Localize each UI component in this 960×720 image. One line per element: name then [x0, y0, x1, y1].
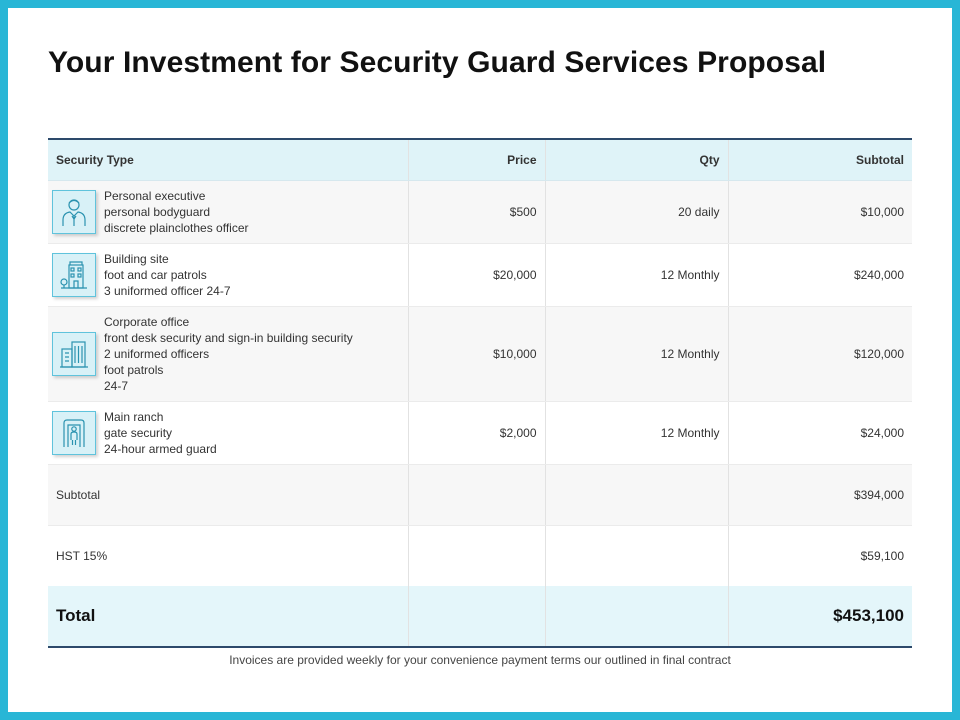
table-row [48, 307, 912, 402]
footnote: Invoices are provided weekly for your convenience payment terms our outlined in final contract [229, 653, 731, 667]
subtotal-cell: $10,000 [728, 181, 912, 244]
type-line: gate security [104, 426, 173, 440]
qty-cell: 12 Monthly [545, 307, 728, 402]
subtotal-row [48, 465, 912, 526]
empty-cell [408, 465, 545, 526]
total-value: $453,100 [728, 586, 912, 647]
empty-cell [408, 586, 545, 647]
qty-cell: 12 Monthly [545, 244, 728, 307]
subtotal-value: $394,000 [728, 465, 912, 526]
empty-cell [408, 526, 545, 587]
security-gate-icon [52, 411, 96, 455]
table-header-row [48, 139, 912, 181]
type-line: Building site [104, 252, 169, 266]
price-cell: $10,000 [408, 307, 545, 402]
type-line: 3 uniformed officer 24-7 [104, 284, 231, 298]
empty-cell [545, 526, 728, 587]
type-line: 24-7 [104, 379, 129, 393]
type-line: personal bodyguard [104, 205, 211, 219]
total-label: Total [48, 586, 408, 647]
type-line: front desk security and sign-in building security [104, 331, 353, 345]
bodyguard-icon [52, 190, 96, 234]
subtotal-cell: $24,000 [728, 402, 912, 465]
header-price: Price [408, 139, 545, 181]
slide [8, 8, 952, 712]
type-line: Personal executive [104, 189, 206, 203]
price-cell: $2,000 [408, 402, 545, 465]
subtotal-cell: $240,000 [728, 244, 912, 307]
type-line: discrete plainclothes officer [104, 221, 249, 235]
pricing-table [48, 138, 912, 648]
price-cell: $500 [408, 181, 545, 244]
table-row [48, 402, 912, 465]
empty-cell [545, 465, 728, 526]
tax-value: $59,100 [728, 526, 912, 587]
table-row [48, 181, 912, 244]
qty-cell: 12 Monthly [545, 402, 728, 465]
table-row [48, 244, 912, 307]
qty-cell: 20 daily [545, 181, 728, 244]
type-line: 24-hour armed guard [104, 442, 217, 456]
subtotal-cell: $120,000 [728, 307, 912, 402]
security-type-cell [48, 244, 408, 307]
security-type-cell [48, 181, 408, 244]
tax-row [48, 526, 912, 587]
page-title: Your Investment for Security Guard Services Proposal [48, 46, 827, 79]
header-qty: Qty [545, 139, 728, 181]
subtotal-label: Subtotal [48, 465, 408, 526]
total-row [48, 586, 912, 647]
price-cell: $20,000 [408, 244, 545, 307]
empty-cell [545, 586, 728, 647]
header-security-type: Security Type [48, 139, 408, 181]
type-line: Corporate office [104, 315, 190, 329]
building-site-icon [52, 253, 96, 297]
security-type-cell [48, 402, 408, 465]
office-building-icon [52, 332, 96, 376]
type-line: 2 uniformed officers [104, 347, 210, 361]
header-subtotal: Subtotal [728, 139, 912, 181]
type-line: foot patrols [104, 363, 164, 377]
tax-label: HST 15% [48, 526, 408, 587]
security-type-cell [48, 307, 408, 402]
type-line: foot and car patrols [104, 268, 207, 282]
type-line: Main ranch [104, 410, 164, 424]
